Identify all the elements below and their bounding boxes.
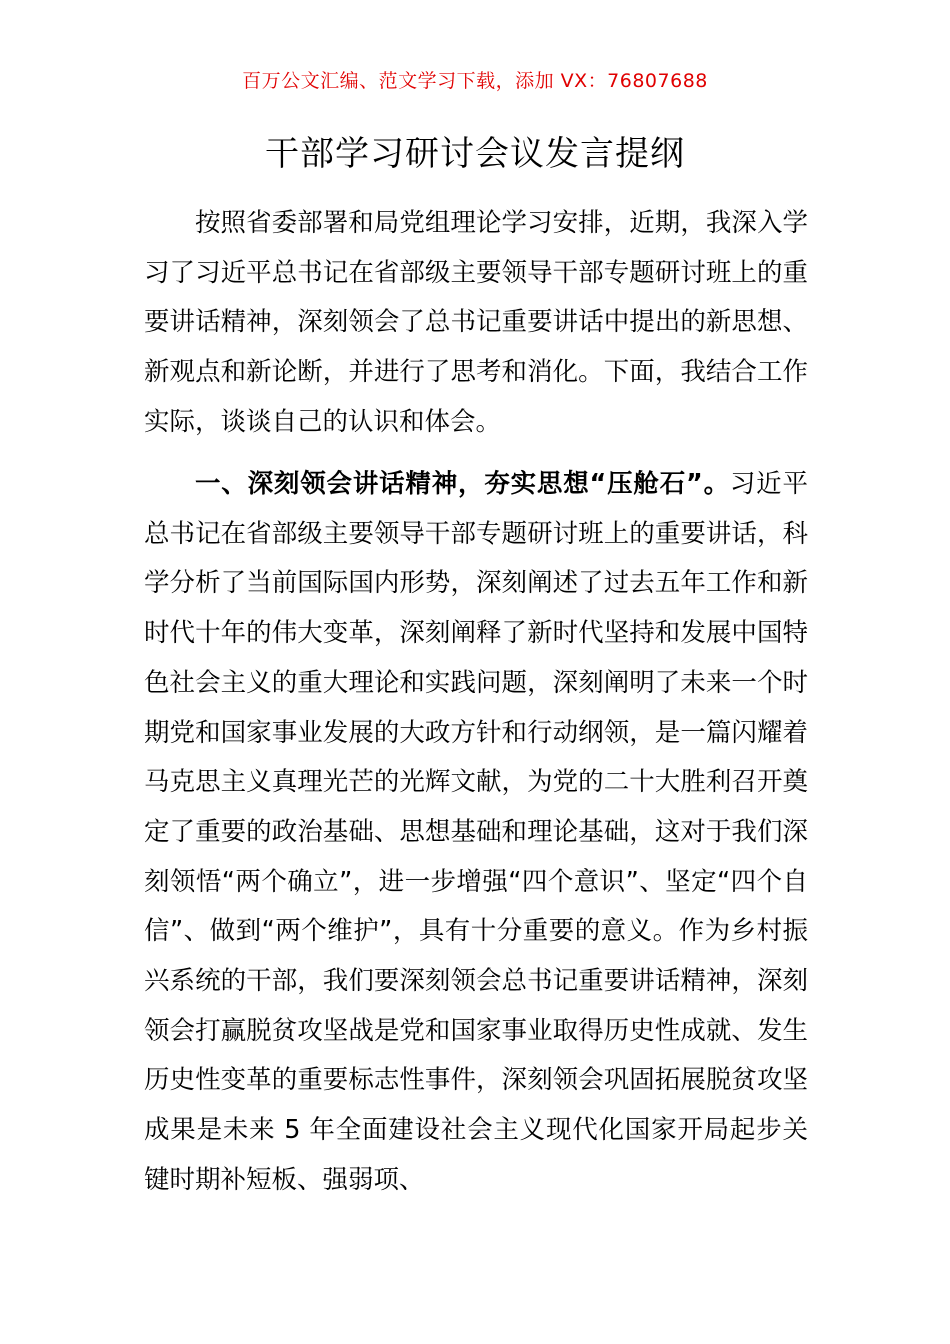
section-one-heading: 一、深刻领会讲话精神，夯实思想“压舱石”。: [195, 469, 730, 499]
section-one-text: 习近平总书记在省部级主要领导干部专题研讨班上的重要讲话，科学分析了当前国际国内形势，深刻阐述了过去五年工作和新时代十年的伟大变革，深刻阐释了新时代坚持和发展中国特色社会主义的重大理论和实践问题，深刻阐明了未来一个时期党和国家事业发展的大政方针和行动纲领，是一篇闪耀着马克思主义真理光芒的光辉文献，为党的二十大胜利召开奠定了重要的政治基础、思想基础和理论基础，这对于我们深刻领悟“两个确立”，进一步增强“四个意识”、坚定“四个自信”、做到“两个维护”，具有十分重要的意义。作为乡村振兴系统的干部，我们要深刻领会总书记重要讲话精神，深刻领会打赢脱贫攻坚战是党和国家事业取得历史性成就、发生历史性变革的重要标志性事件，深刻领会巩固拓展脱贫攻坚成果是未来 5 年全面建设社会主义现代化国家开局起步关键时期补短板、强弱项、: [144, 469, 808, 1195]
document-title: 干部学习研讨会议发言提纲: [265, 134, 685, 174]
intro-paragraph: 按照省委部署和局党组理论学习安排，近期，我深入学习了习近平总书记在省部级主要领导干部专题研讨班上的重要讲话精神，深刻领会了总书记重要讲话中提出的新思想、新观点和新论断，并进行了思考和消化。下面，我结合工作实际，谈谈自己的认识和体会。: [144, 208, 808, 437]
header-watermark-text: 百万公文汇编、范文学习下载，添加 VX：76807688: [242, 70, 708, 92]
section-one-paragraph: [144, 460, 808, 1206]
